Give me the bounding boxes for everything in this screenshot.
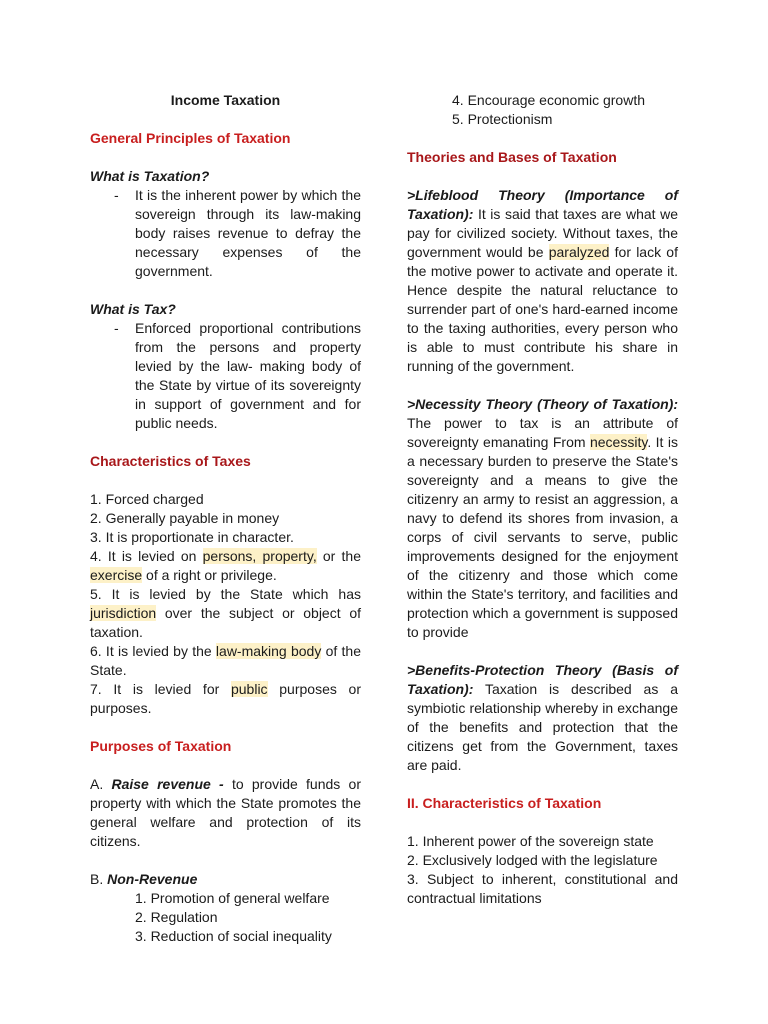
necessity-theory xyxy=(407,395,678,642)
what-is-taxation-text: It is the inherent power by which the sovereign through its law-making body raises revenue to defray the necessary expenses of the government. xyxy=(135,187,361,279)
highlighted-text: persons, property, xyxy=(202,548,317,564)
highlighted-text: exercise xyxy=(90,567,143,583)
dash-bullet: - xyxy=(114,187,119,203)
text-run: for lack of the motive power to activate and operate it. Hence despite the natural reluctance to surrender part of one's hard-earned income to the taxing authorities, every person who is able to must contribute his share in running of the government. xyxy=(407,244,678,374)
theories-heading: Theories and Bases of Taxation xyxy=(407,149,617,165)
what-is-taxation-question: What is Taxation? xyxy=(90,168,210,184)
non-revenue-item: 2. Regulation xyxy=(135,909,218,925)
what-is-tax-text: Enforced proportional contributions from the persons and property levied by the law- making body of the State by virtue of its sovereignty in support of government and for public needs. xyxy=(135,320,361,431)
characteristic-item: 3. It is proportionate in character. xyxy=(90,529,294,545)
characteristic-item: 2. Generally payable in money xyxy=(90,510,280,526)
text-run: of the State. xyxy=(90,643,361,678)
highlighted-text: law-making body xyxy=(215,643,322,659)
text-run: of a right or privilege. xyxy=(142,567,277,583)
non-revenue-item: 1. Promotion of general welfare xyxy=(135,890,330,906)
what-is-tax-answer xyxy=(90,319,361,433)
text-run: The power to tax is an attribute of sovereignty emanating From xyxy=(407,415,678,450)
characteristic-item xyxy=(90,585,361,642)
non-revenue-item: 4. Encourage economic growth xyxy=(452,92,645,108)
text-run: over the subject or object of taxation. xyxy=(90,605,361,640)
text-run: . It is a necessary burden to preserve the State's sovereignty and a means to give the citizenry an army to resist an aggression, a navy to defend its shores from invasion, a corps of civil servants to serve, public improvements designed for the enjoyment of the citizenry and those which come within the State's territory, and facilities and protection which a government is supposed to provide xyxy=(407,434,678,640)
characteristic-item xyxy=(90,680,361,718)
text-run: 6. It is levied by the xyxy=(90,643,216,659)
purpose-non-revenue xyxy=(90,870,361,889)
characteristic-item: 1. Forced charged xyxy=(90,491,204,507)
non-revenue-item: 5. Protectionism xyxy=(452,111,553,127)
bold-term: Raise revenue - xyxy=(111,776,224,792)
text-run: to provide funds or property with which the State promotes the general welfare and protection of its citizens. xyxy=(90,776,361,849)
text-run: It is said that taxes are what we pay for civilized society. Without taxes, the government would be xyxy=(407,206,678,260)
document-title: Income Taxation xyxy=(170,92,281,108)
characteristic-item xyxy=(90,547,361,585)
characteristic-item xyxy=(90,642,361,680)
non-revenue-item: 3. Reduction of social inequality xyxy=(135,928,332,944)
characteristic-item: 2. Exclusively lodged with the legislature xyxy=(407,852,658,868)
left-column xyxy=(90,91,361,946)
text-run: Taxation is described as a symbiotic relationship whereby in exchange of the benefits and protection that the citizens get from the Government, taxes are paid. xyxy=(407,681,678,773)
characteristics-heading: Characteristics of Taxes xyxy=(90,453,251,469)
highlighted-text: public xyxy=(230,681,268,697)
general-principles-heading: General Principles of Taxation xyxy=(90,130,291,146)
text-run: A. xyxy=(90,776,112,792)
text-run: or the xyxy=(316,548,361,564)
dash-bullet: - xyxy=(114,320,119,336)
lifeblood-theory xyxy=(407,186,678,376)
what-is-tax-question: What is Tax? xyxy=(90,301,176,317)
text-run: 4. It is levied on xyxy=(90,548,203,564)
characteristics-of-taxation-heading: II. Characteristics of Taxation xyxy=(407,795,602,811)
text-run: 7. It is levied for xyxy=(90,681,231,697)
text-run: 5. It is levied by the State which has xyxy=(90,586,361,602)
highlighted-text: necessity xyxy=(589,434,648,450)
purposes-heading: Purposes of Taxation xyxy=(90,738,232,754)
what-is-taxation-answer xyxy=(90,186,361,281)
bold-term: Non-Revenue xyxy=(107,871,198,887)
characteristic-item: 1. Inherent power of the sovereign state xyxy=(407,833,654,849)
characteristic-item: 3. Subject to inherent, constitutional and contractual limitations xyxy=(407,871,678,906)
benefits-protection-theory xyxy=(407,661,678,775)
text-run: B. xyxy=(90,871,108,887)
theory-title: >Necessity Theory (Theory of Taxation): xyxy=(407,396,678,412)
text-run: purposes or purposes. xyxy=(90,681,361,716)
theory-title: >Benefits-Protection Theory (Basis of Taxation): xyxy=(407,662,678,697)
highlighted-text: paralyzed xyxy=(548,244,610,260)
highlighted-text: jurisdiction xyxy=(90,605,157,621)
right-column xyxy=(407,91,678,908)
purpose-revenue xyxy=(90,775,361,851)
theory-title: >Lifeblood Theory (Importance of Taxation): xyxy=(407,187,678,222)
